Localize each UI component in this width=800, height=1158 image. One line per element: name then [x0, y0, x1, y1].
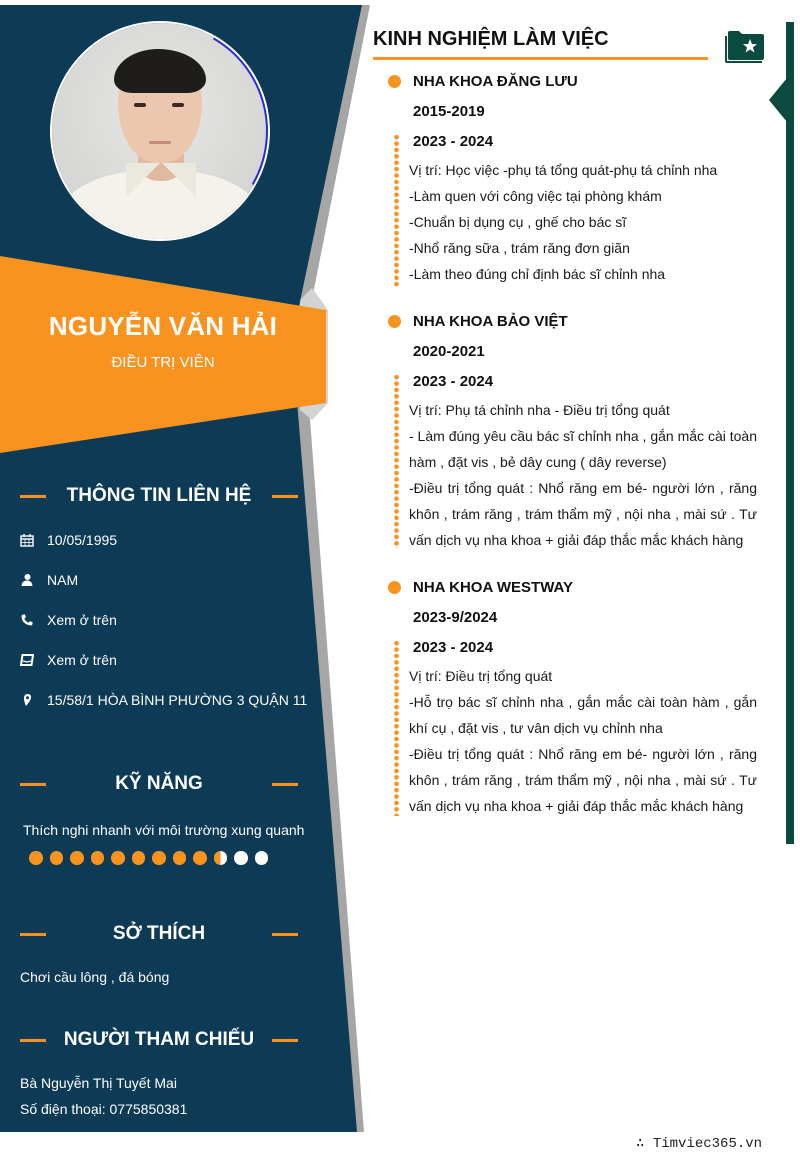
title-dash-left	[20, 495, 46, 498]
calendar-icon	[20, 533, 34, 547]
job-description	[409, 663, 757, 819]
rating-dot-full	[29, 851, 43, 865]
job-period: 2023 - 2024	[413, 373, 494, 390]
email-icon	[20, 653, 34, 667]
watermark: ∴ Timviec365.vn	[636, 1136, 763, 1152]
hobbies-section-title	[20, 921, 298, 947]
job-line: - Làm đúng yêu cầu bác sĩ chỉnh nha , gắn mắc cài toàn hàm , đặt vis , bẻ dây cung ( dây reverse)	[409, 428, 757, 470]
avatar-photo	[52, 23, 268, 239]
job-company: NHA KHOA WESTWAY	[413, 579, 574, 596]
contact-value: Xem ở trên	[47, 612, 117, 628]
title-dash-right	[272, 1039, 298, 1042]
decorative-side-bar	[786, 22, 794, 844]
timeline-dotted-line	[394, 640, 399, 816]
hobbies-text: Chơi cầu lông , đá bóng	[20, 969, 170, 985]
rating-dot-full	[111, 851, 125, 865]
job-description	[409, 397, 757, 553]
title-dash-left	[20, 933, 46, 936]
job-line: Vị trí: Học việc -phụ tá tổng quát-phụ tá chỉnh nha	[409, 162, 718, 178]
job-line: Vị trí: Phụ tá chỉnh nha - Điều trị tổng quát	[409, 402, 670, 418]
job-line: -Chuẩn bị dụng cụ , ghế cho bác sĩ	[409, 214, 627, 230]
candidate-name: NGUYỄN VĂN HẢI	[48, 311, 278, 341]
candidate-role: ĐIỀU TRỊ VIÊN	[111, 354, 215, 371]
rating-dot-full	[70, 851, 84, 865]
experience-title: KINH NGHIỆM LÀM VIỆC	[373, 28, 609, 50]
job-period: 2023 - 2024	[413, 133, 494, 150]
skill-rating-dots	[29, 851, 268, 865]
title-dash-left	[20, 783, 46, 786]
contact-gender	[20, 570, 78, 590]
job-years: 2015-2019	[413, 103, 485, 120]
location-icon	[20, 693, 34, 707]
references-title: NGƯỜI THAM CHIẾU	[63, 1029, 255, 1050]
job-years: 2023-9/2024	[413, 609, 498, 626]
timeline-dot	[388, 75, 401, 88]
skill-name: Thích nghi nhanh với môi trường xung quanh	[23, 822, 305, 838]
hobbies-title: SỞ THÍCH	[112, 923, 206, 944]
title-dash-left	[20, 1039, 46, 1042]
job-line: -Làm theo đúng chỉ định bác sĩ chỉnh nha	[409, 266, 666, 282]
rating-dot-half	[214, 851, 228, 865]
rating-dot-full	[152, 851, 166, 865]
contact-birthday	[20, 530, 117, 550]
contact-value: 15/58/1 HÒA BÌNH PHƯỜNG 3 QUẬN 11	[47, 692, 308, 708]
title-dash-right	[272, 495, 298, 498]
folder-star-icon	[725, 30, 765, 63]
contact-title: THÔNG TIN LIÊN HỆ	[66, 485, 252, 506]
phone-icon	[20, 613, 34, 627]
experience-title-underline	[373, 57, 708, 60]
reference-name: Bà Nguyễn Thị Tuyết Mai	[20, 1075, 177, 1091]
timeline-dot	[388, 315, 401, 328]
contact-address	[20, 690, 307, 710]
job-period: 2023 - 2024	[413, 639, 494, 656]
job-line: -Điều trị tổng quát : Nhổ răng em bé- người lớn , răng khôn , trám răng , trám thẩm mỹ , nội nha , mài sứ . Tư vấn dịch vụ nha khoa + giải đáp thắc mắc khách hàng	[409, 480, 757, 548]
rating-dot-full	[50, 851, 64, 865]
job-line: -Điều trị tổng quát : Nhổ răng em bé- người lớn , răng khôn , trám răng , trám thẩm mỹ , nội nha , mài sứ . Tư vấn dịch vụ nha khoa + giải đáp thắc mắc khách hàng	[409, 746, 757, 814]
job-line: -Làm quen với công việc tại phòng khám	[409, 188, 662, 204]
rating-dot-full	[91, 851, 105, 865]
user-icon	[20, 573, 34, 587]
job-line: -Hỗ trọ bác sĩ chỉnh nha , gắn mắc cài toàn hàm , gắn khí cụ , đặt vis , tư vân dịch vụ chỉnh nha	[409, 694, 757, 736]
contact-value: Xem ở trên	[47, 652, 117, 668]
contact-email	[20, 650, 117, 670]
photo-border-arc	[52, 23, 268, 239]
timeline-dot	[388, 581, 401, 594]
job-line: Vị trí: Điều trị tổng quát	[409, 668, 553, 684]
reference-phone: Số điện thoại: 0775850381	[20, 1101, 188, 1117]
decorative-side-arrow	[769, 78, 787, 122]
skills-title: KỸ NĂNG	[115, 773, 203, 794]
job-years: 2020-2021	[413, 343, 485, 360]
contact-value: NAM	[47, 572, 79, 588]
references-section-title	[20, 1027, 298, 1053]
job-description	[409, 157, 757, 287]
skills-section-title	[20, 771, 298, 797]
rating-dot-empty	[234, 851, 248, 865]
rating-dot-full	[193, 851, 207, 865]
title-dash-right	[272, 933, 298, 936]
timeline-dotted-line	[394, 374, 399, 548]
contact-value: 10/05/1995	[47, 532, 118, 548]
timeline-dotted-line	[394, 134, 399, 288]
rating-dot-full	[173, 851, 187, 865]
job-line: -Nhổ răng sữa , trám răng đơn giãn	[409, 240, 630, 256]
rating-dot-empty	[255, 851, 269, 865]
rating-dot-full	[132, 851, 146, 865]
contact-phone	[20, 610, 117, 630]
job-company: NHA KHOA BẢO VIỆT	[413, 313, 568, 330]
contact-section-title	[20, 483, 298, 509]
title-dash-right	[272, 783, 298, 786]
job-company: NHA KHOA ĐĂNG LƯU	[413, 73, 578, 90]
